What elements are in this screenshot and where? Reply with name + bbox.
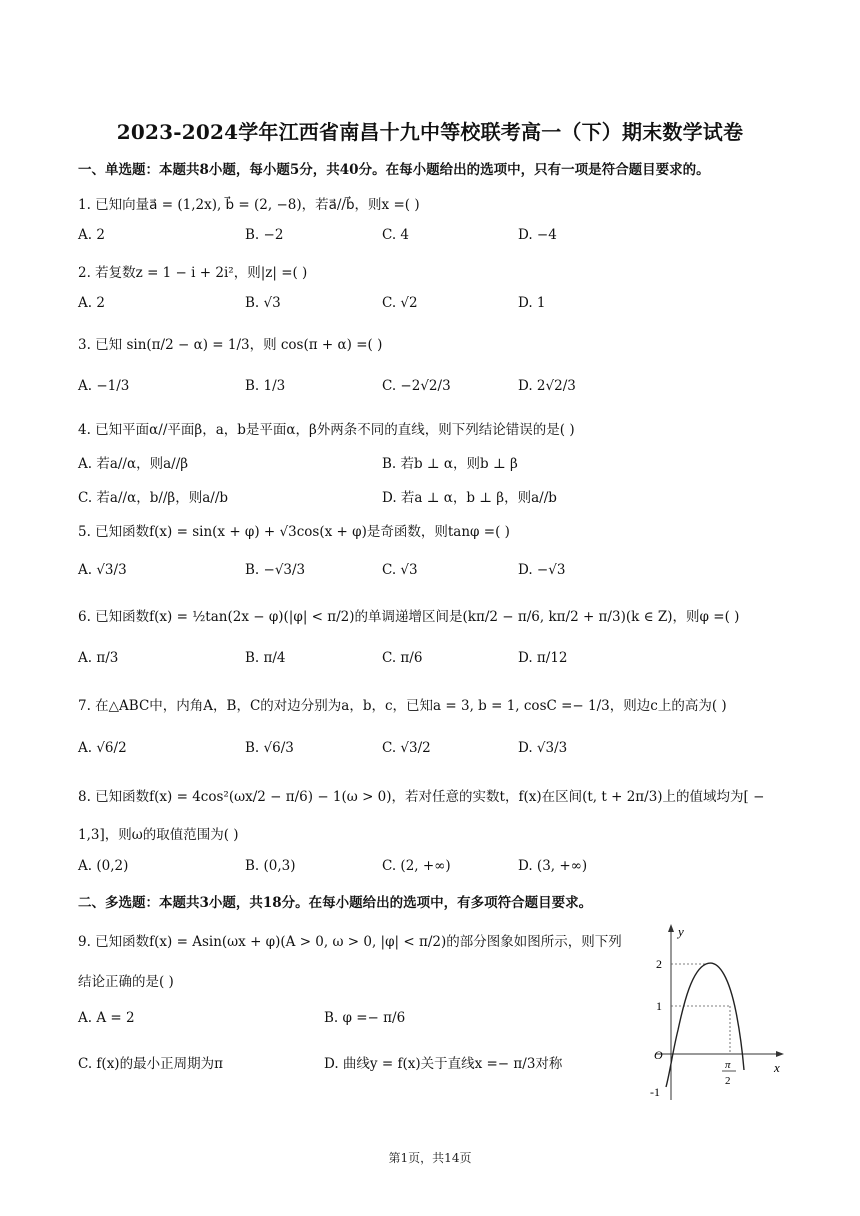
q1-option-a: A. 2 [78, 227, 105, 243]
y-axis-arrow-icon [668, 924, 674, 932]
question-4-stem: 4. 已知平面α//平面β，a，b是平面α，β外两条不同的直线，则下列结论错误的是( ) [78, 422, 575, 438]
q6-option-b: B. π/4 [245, 650, 286, 666]
q9-option-d: D. 曲线y = f(x)关于直线x =− π/3对称 [324, 1056, 563, 1072]
question-3-stem: 3. 已知 sin(π/2 − α) = 1/3，则 cos(π + α) =( ) [78, 337, 383, 353]
q2-option-c: C. √2 [382, 295, 418, 311]
q7-option-c: C. √3/2 [382, 740, 431, 756]
question-8-stem-cont: 1,3]，则ω的取值范围为( ) [78, 827, 239, 843]
q7-option-b: B. √6/3 [245, 740, 294, 756]
page-footer: 第1页，共14页 [388, 1151, 472, 1165]
q9-option-b: B. φ =− π/6 [324, 1010, 406, 1026]
q1-option-b: B. −2 [245, 227, 284, 243]
question-6-stem: 6. 已知函数f(x) = ½tan(2x − φ)(|φ| < π/2)的单调递增区间是(kπ/2 − π/6, kπ/2 + π/3)(k ∈ Z)，则φ =( ) [78, 609, 740, 625]
q9-option-a: A. A = 2 [78, 1010, 135, 1026]
q3-option-b: B. 1/3 [245, 378, 286, 394]
q5-option-b: B. −√3/3 [245, 562, 306, 578]
q7-option-a: A. √6/2 [78, 740, 127, 756]
question-2-stem: 2. 若复数z = 1 − i + 2i²，则|z| =( ) [78, 265, 308, 281]
q4-option-c: C. 若a//α，b//β，则a//b [78, 490, 229, 506]
q3-option-c: C. −2√2/3 [382, 378, 451, 394]
question-1-stem: 1. 已知向量a⃗ = (1,2x), b⃗ = (2, −8)，若a⃗//b⃗，则x =( ) [78, 197, 420, 213]
q1-option-d: D. −4 [518, 227, 557, 243]
question-8-stem: 8. 已知函数f(x) = 4cos²(ωx/2 − π/6) − 1(ω > 0)，若对任意的实数t，f(x)在区间(t, t + 2π/3)上的值域均为[ − [78, 789, 765, 805]
q4-option-a: A. 若a//α，则a//β [78, 456, 189, 472]
q2-option-d: D. 1 [518, 295, 546, 311]
page-title: 2023-2024学年江西省南昌十九中等校联考高一（下）期末数学试卷 [116, 120, 744, 144]
q2-option-b: B. √3 [245, 295, 281, 311]
question-9-stem-cont: 结论正确的是( ) [78, 974, 174, 990]
q6-option-a: A. π/3 [78, 650, 119, 666]
q4-option-b: B. 若b ⊥ α，则b ⊥ β [382, 456, 518, 472]
q4-option-d: D. 若a ⊥ α，b ⊥ β，则a//b [382, 490, 557, 506]
section-1-heading: 一、单选题：本题共8小题，每小题5分，共40分。在每小题给出的选项中，只有一项是符合题目要求的。 [78, 162, 710, 178]
y-axis-label: y [678, 924, 684, 939]
q3-option-a: A. −1/3 [78, 378, 130, 394]
sine-curve [666, 963, 744, 1087]
question-9-stem: 9. 已知函数f(x) = Asin(ωx + φ)(A > 0, ω > 0, |φ| < π/2)的部分图象如图所示，则下列 [78, 934, 622, 950]
q8-option-a: A. (0,2) [78, 858, 129, 874]
q5-option-c: C. √3 [382, 562, 418, 578]
y-tick-2: 2 [656, 957, 662, 971]
q7-option-d: D. √3/3 [518, 740, 568, 756]
q1-option-c: C. 4 [382, 227, 410, 243]
x-axis-arrow-icon [776, 1051, 784, 1057]
x-tick-2: 2 [725, 1075, 731, 1087]
sine-graph-figure [636, 922, 786, 1102]
x-tick-pi: π [725, 1059, 731, 1071]
q8-option-d: D. (3, +∞) [518, 858, 588, 874]
y-tick-1: 1 [656, 999, 662, 1013]
question-7-stem: 7. 在△ABC中，内角A，B，C的对边分别为a，b，c，已知a = 3, b = 1, cosC =− 1/3，则边c上的高为( ) [78, 698, 727, 714]
q5-option-a: A. √3/3 [78, 562, 127, 578]
q8-option-c: C. (2, +∞) [382, 858, 451, 874]
x-axis-label: x [774, 1060, 780, 1075]
q2-option-a: A. 2 [78, 295, 105, 311]
question-5-stem: 5. 已知函数f(x) = sin(x + φ) + √3cos(x + φ)是奇函数，则tanφ =( ) [78, 524, 510, 540]
origin-label: O [654, 1048, 663, 1062]
q3-option-d: D. 2√2/3 [518, 378, 576, 394]
q6-option-d: D. π/12 [518, 650, 568, 666]
q9-option-c: C. f(x)的最小正周期为π [78, 1056, 223, 1072]
q5-option-d: D. −√3 [518, 562, 566, 578]
section-2-heading: 二、多选题：本题共3小题，共18分。在每小题给出的选项中，有多项符合题目要求。 [78, 895, 593, 911]
y-tick-neg1: -1 [650, 1085, 660, 1099]
q8-option-b: B. (0,3) [245, 858, 296, 874]
q6-option-c: C. π/6 [382, 650, 423, 666]
